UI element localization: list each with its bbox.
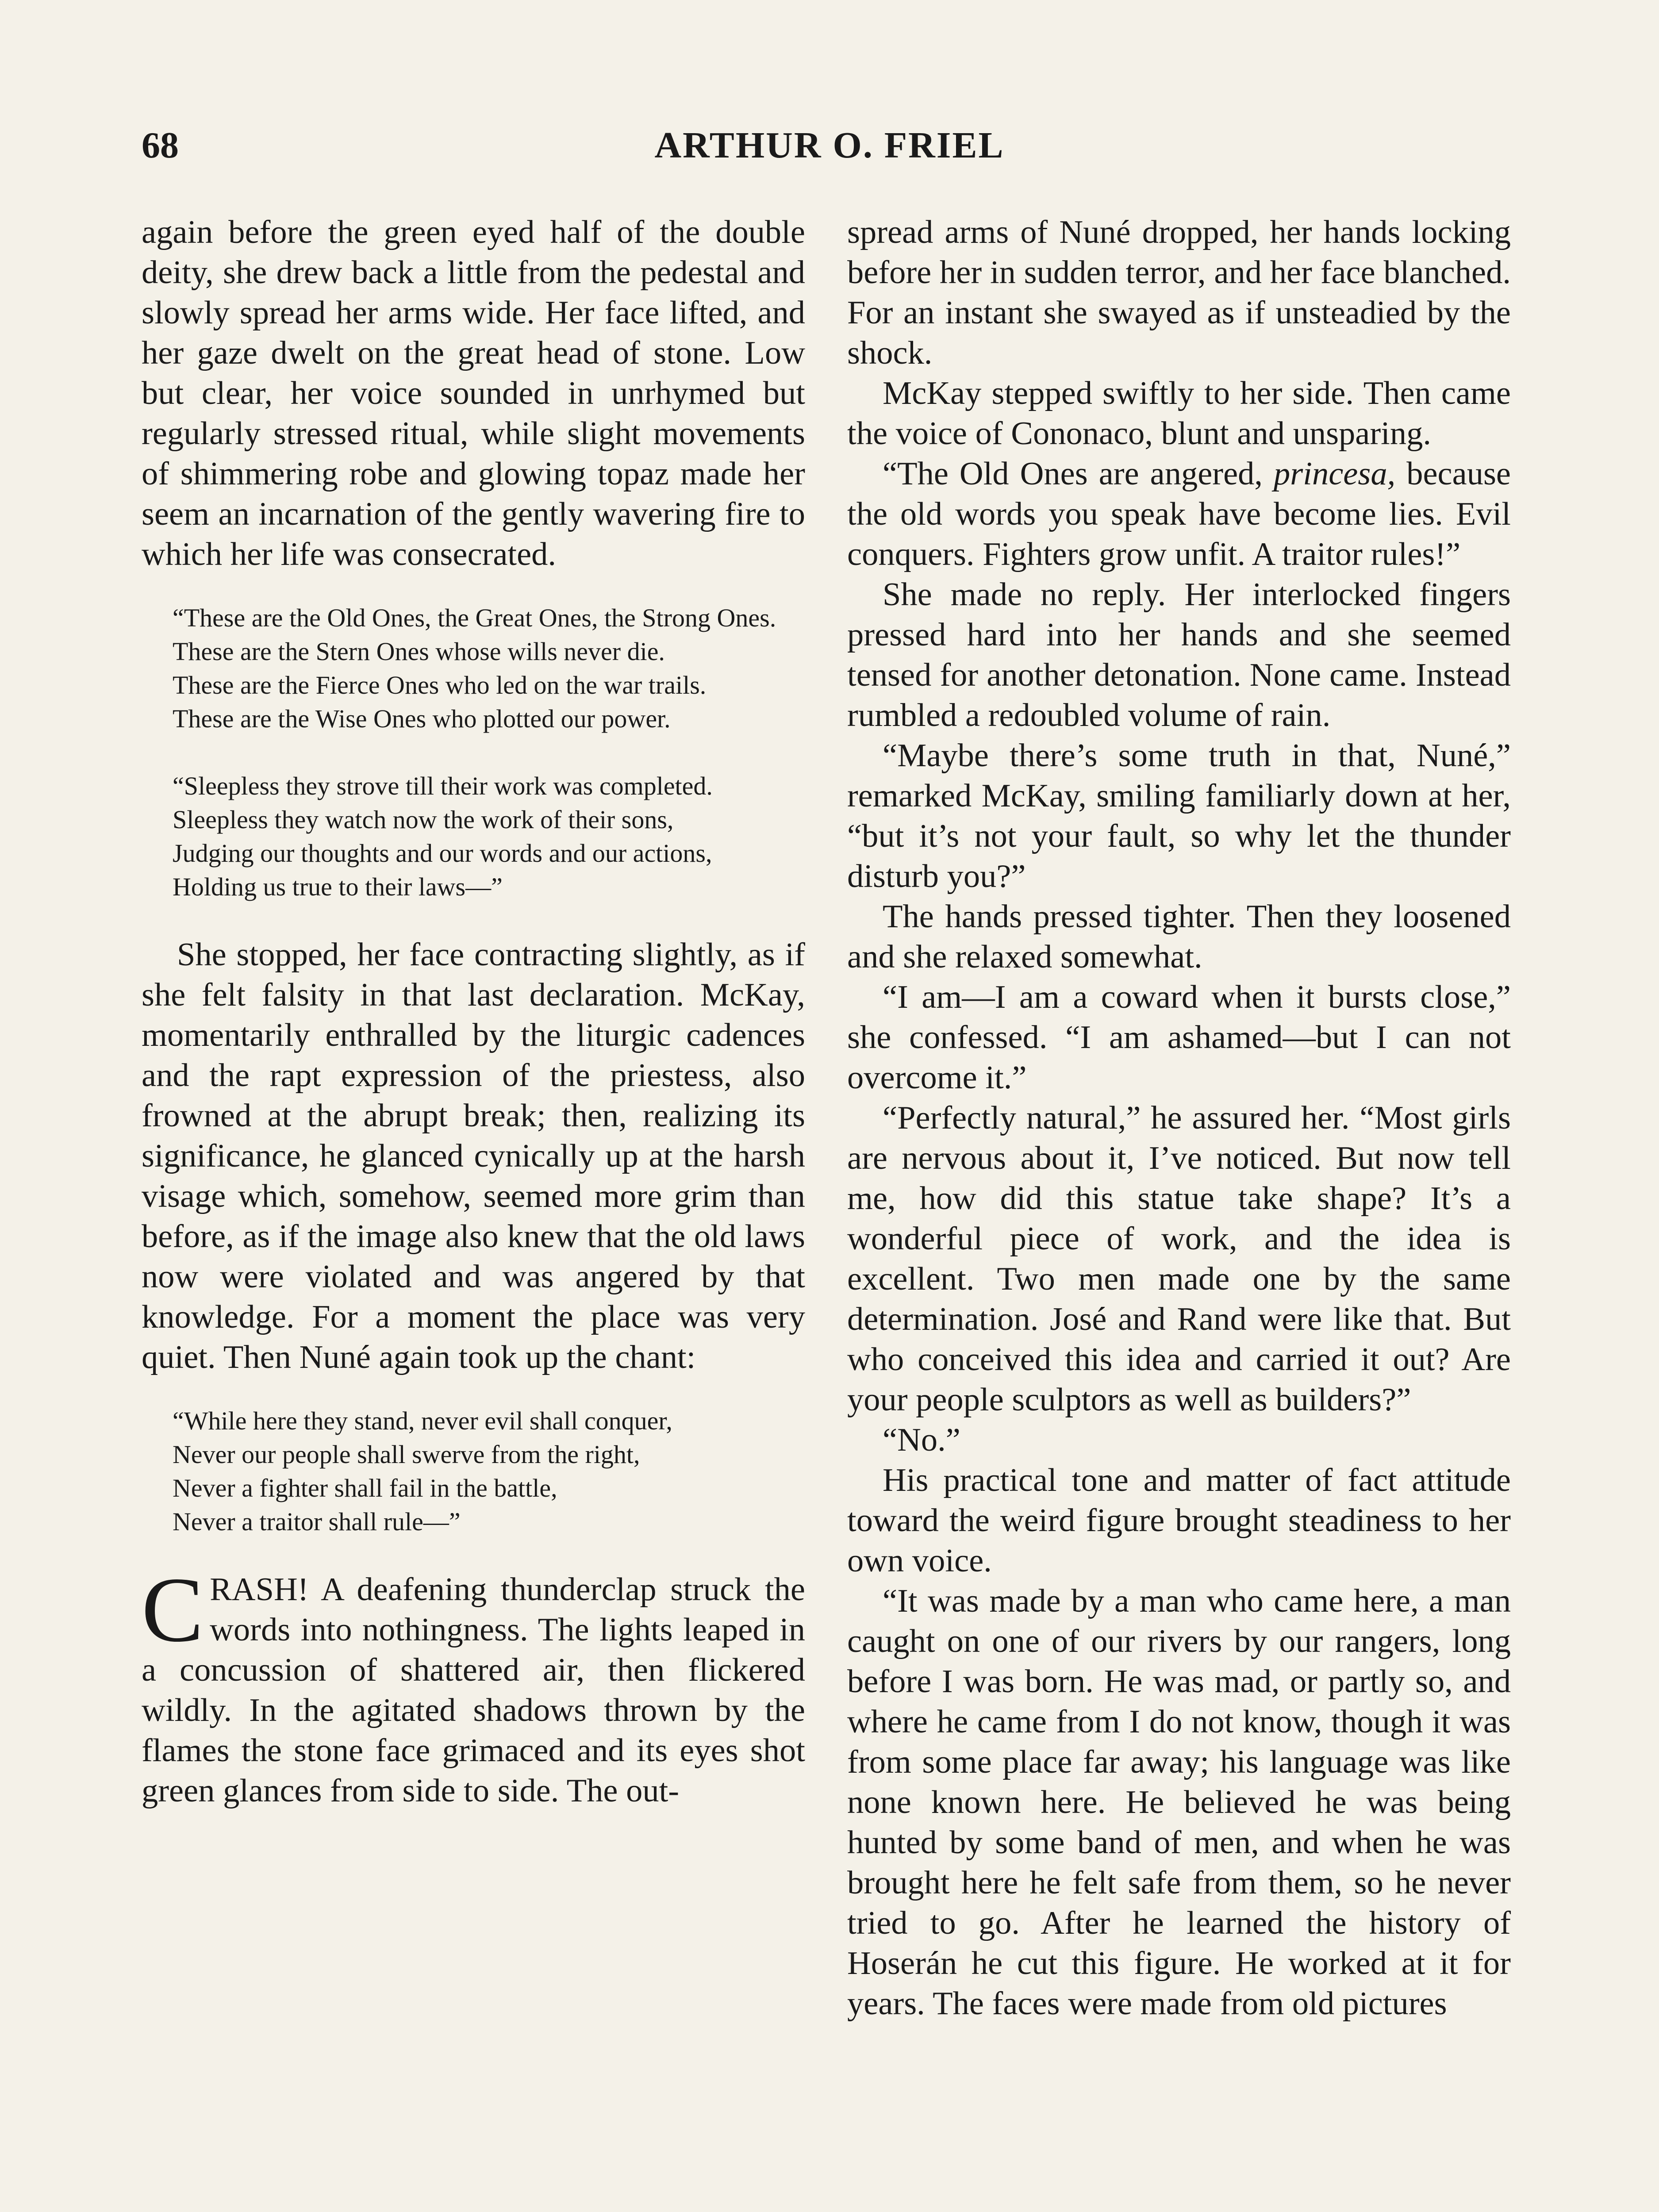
verse-block: [173, 1404, 805, 1539]
verse-line: These are the Stern Ones whose wills never die.: [173, 637, 665, 666]
running-head: ARTHUR O. FRIEL: [654, 125, 1005, 166]
paragraph: “I am—I am a coward when it bursts close,” she confessed. “I am ashamed—but I can not overcome it.”: [847, 979, 1511, 1096]
verse-line: These are the Wise Ones who plotted our power.: [173, 704, 671, 733]
verse-line: Judging our thoughts and our words and our actions,: [173, 839, 712, 868]
paragraph-text: because the old words you speak have become lies. Evil conquers. Fighters grow unfit. A traitor rules!”: [847, 456, 1511, 572]
page-number: 68: [142, 125, 179, 166]
italic-word: princesa,: [1274, 456, 1396, 492]
left-column: [142, 212, 805, 1811]
dropcap-paragraph: [142, 1559, 805, 1811]
paragraph: spread arms of Nuné dropped, her hands locking before her in sudden terror, and her face blanched. For an instant she swayed as if unsteadied by the shock.: [847, 214, 1511, 371]
paragraph: [847, 454, 1511, 575]
verse-block: [173, 601, 805, 904]
paragraph: McKay stepped swiftly to her side. Then came the voice of Cononaco, blunt and unsparing.: [847, 375, 1511, 452]
paragraph: “It was made by a man who came here, a man caught on one of our rivers by our rangers, long before I was born. He was mad, or partly so, and where he came from I do not know, though it was from some place far away; his language was like none known here. He believed he was being hunted by some band of men, and when he was brought here he felt safe from them, so he never tried to go. After he learned the history of Hoserán he cut this figure. He worked at it for years. The faces were made from old pictures: [847, 1583, 1511, 2022]
drop-cap: C: [142, 1559, 204, 1661]
paragraph: She made no reply. Her interlocked fingers pressed hard into her hands and she seemed tensed for another detonation. None came. Instead rumbled a redoubled volume of rain.: [847, 576, 1511, 733]
verse-line: “While here they stand, never evil shall conquer,: [173, 1406, 672, 1435]
verse-line: Holding us true to their laws—”: [173, 872, 503, 901]
paragraph: “Maybe there’s some truth in that, Nuné,” remarked McKay, smiling familiarly down at her, “but it’s not your fault, so why let the thunder disturb you?”: [847, 737, 1511, 895]
verse-line: Never a fighter shall fail in the battle,: [173, 1474, 557, 1502]
verse-line: “Sleepless they strove till their work was completed.: [173, 772, 713, 800]
paragraph: again before the green eyed half of the double deity, she drew back a little from the pedestal and slowly spread her arms wide. Her face lifted, and her gaze dwelt on the great head of stone. Low but clear, her voice sounded in unrhymed but regularly stressed ritual, while slight movements of shimmering robe and glowing topaz made her seem an incarnation of the gently wavering fire to which her life was consecrated.: [142, 214, 805, 572]
right-column: [847, 212, 1511, 2024]
verse-line: Never a traitor shall rule—”: [173, 1507, 461, 1536]
verse-line: These are the Fierce Ones who led on the war trails.: [173, 671, 707, 699]
paragraph: She stopped, her face contracting slightly, as if she felt falsity in that last declaration. McKay, momentarily enthralled by the liturgic cadences and the rapt expression of the priestess, also frowned at the abrupt break; then, realizing its significance, he glanced cynically up at the harsh visage which, somehow, seemed more grim than before, as if the image also knew that the old laws now were violated and was angered by that knowledge. For a moment the place was very quiet. Then Nuné again took up the chant:: [142, 937, 805, 1375]
paragraph-text: “The Old Ones are angered,: [883, 456, 1274, 492]
paragraph: “No.”: [883, 1422, 960, 1458]
verse-line: “These are the Old Ones, the Great Ones, the Strong Ones.: [173, 603, 776, 632]
paragraph: The hands pressed tighter. Then they loosened and she relaxed somewhat.: [847, 899, 1511, 975]
paragraph: “Perfectly natural,” he assured her. “Most girls are nervous about it, I’ve noticed. But now tell me, how did this statue take shape? It’s a wonderful piece of work, and the idea is excellent. Two men made one by the same determination. José and Rand were like that. But who conceived this idea and carried it out? Are your people sculptors as well as builders?”: [847, 1100, 1511, 1418]
paragraph-text: A deafening thunderclap struck the words into nothingness. The lights leaped in a concussion of shattered air, then flickered wildly. In the agitated shadows thrown by the flames the stone face grimaced and its eyes shot green glances from side to side. The out-: [142, 1571, 805, 1809]
verse-line: Sleepless they watch now the work of their sons,: [173, 805, 674, 834]
paragraph: His practical tone and matter of fact attitude toward the weird figure brought steadiness to her own voice.: [847, 1462, 1511, 1579]
page-header: [142, 124, 1517, 177]
verse-line: Never our people shall swerve from the right,: [173, 1440, 640, 1469]
lead-word: RASH!: [210, 1571, 309, 1608]
